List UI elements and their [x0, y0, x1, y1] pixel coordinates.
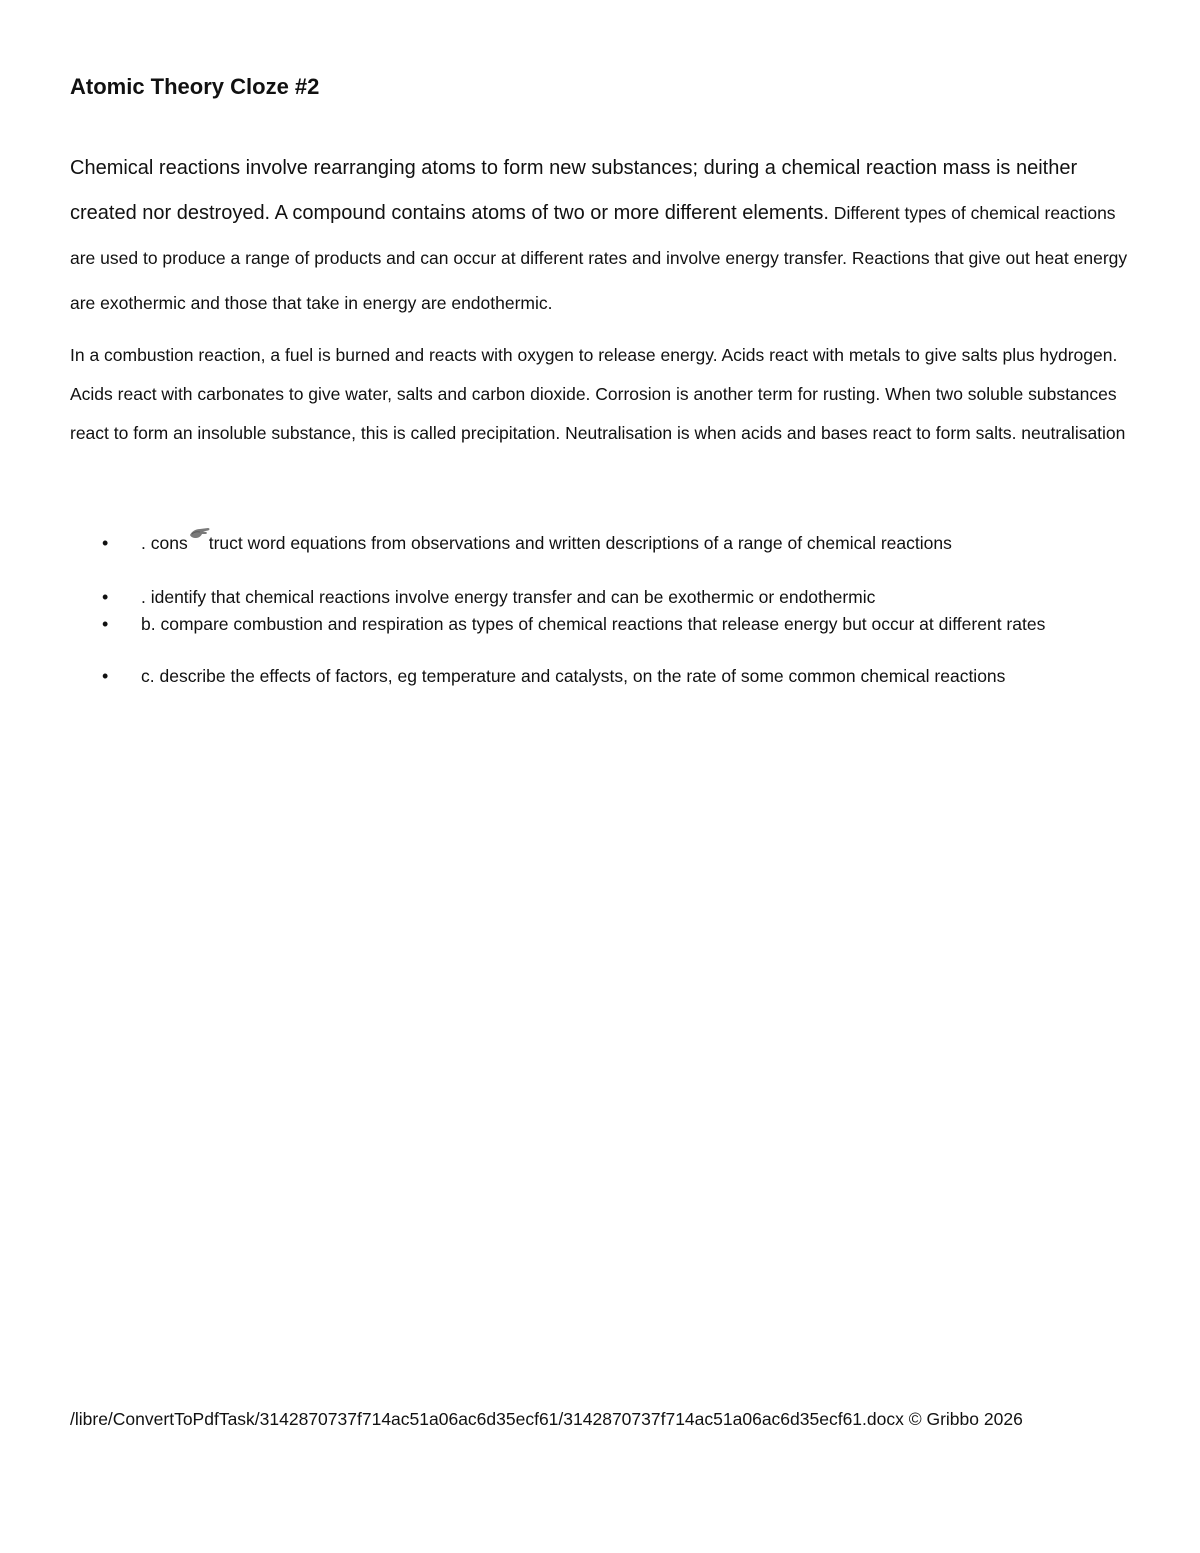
reactions-paragraph: In a combustion reaction, a fuel is burned and reacts with oxygen to release energy. Acids react with metals to give salts plus hydrogen. Acids react with carbonates to give water, salts and carbon dioxide. Corrosion is another term for rusting. When two soluble substances react to form an insoluble substance, this is called precipitation. Neutralisation is when acids and bases react to form salts. neutralisation: [70, 345, 1126, 443]
intro-lead-text: Chemical reactions involve rearranging atoms to form new substances; during a chemical reaction mass is neither created nor destroyed. A compound contains atoms of two or more different elements.: [70, 157, 1078, 224]
intro-tail-text: Different types of chemical reactions are used to produce a range of products and can occur at different rates and involve energy transfer. Reactions that give out heat energy are exothermic and those that take in energy are endothermic.: [70, 203, 1128, 313]
bullet-marker: •: [102, 533, 109, 553]
hand-pointer-icon: [189, 530, 211, 546]
document-title: Atomic Theory Cloze #2: [70, 74, 320, 99]
document-footer: /libre/ConvertToPdfTask/3142870737f714ac51a06ac6d35ecf61/3142870737f714ac51a06ac6d35ecf61.docx © Gribbo 2026: [70, 1409, 1023, 1429]
list-item-text: [141, 530, 1131, 556]
list-item-text: c. describe the effects of factors, eg temperature and catalysts, on the rate of some common chemical reactions: [141, 666, 1006, 686]
bullet-marker: •: [102, 614, 109, 634]
bullet-marker: •: [102, 666, 109, 686]
list-item-text: . identify that chemical reactions involve energy transfer and can be exothermic or endothermic: [141, 587, 876, 607]
list-item-text-start: . cons: [141, 533, 188, 553]
intro-paragraph: [70, 146, 1140, 326]
list-item-text: b. compare combustion and respiration as types of chemical reactions that release energy but occur at different rates: [141, 614, 1046, 634]
list-item-text-end: truct word equations from observations and written descriptions of a range of chemical reactions: [208, 533, 952, 553]
bullet-marker: •: [102, 587, 109, 607]
